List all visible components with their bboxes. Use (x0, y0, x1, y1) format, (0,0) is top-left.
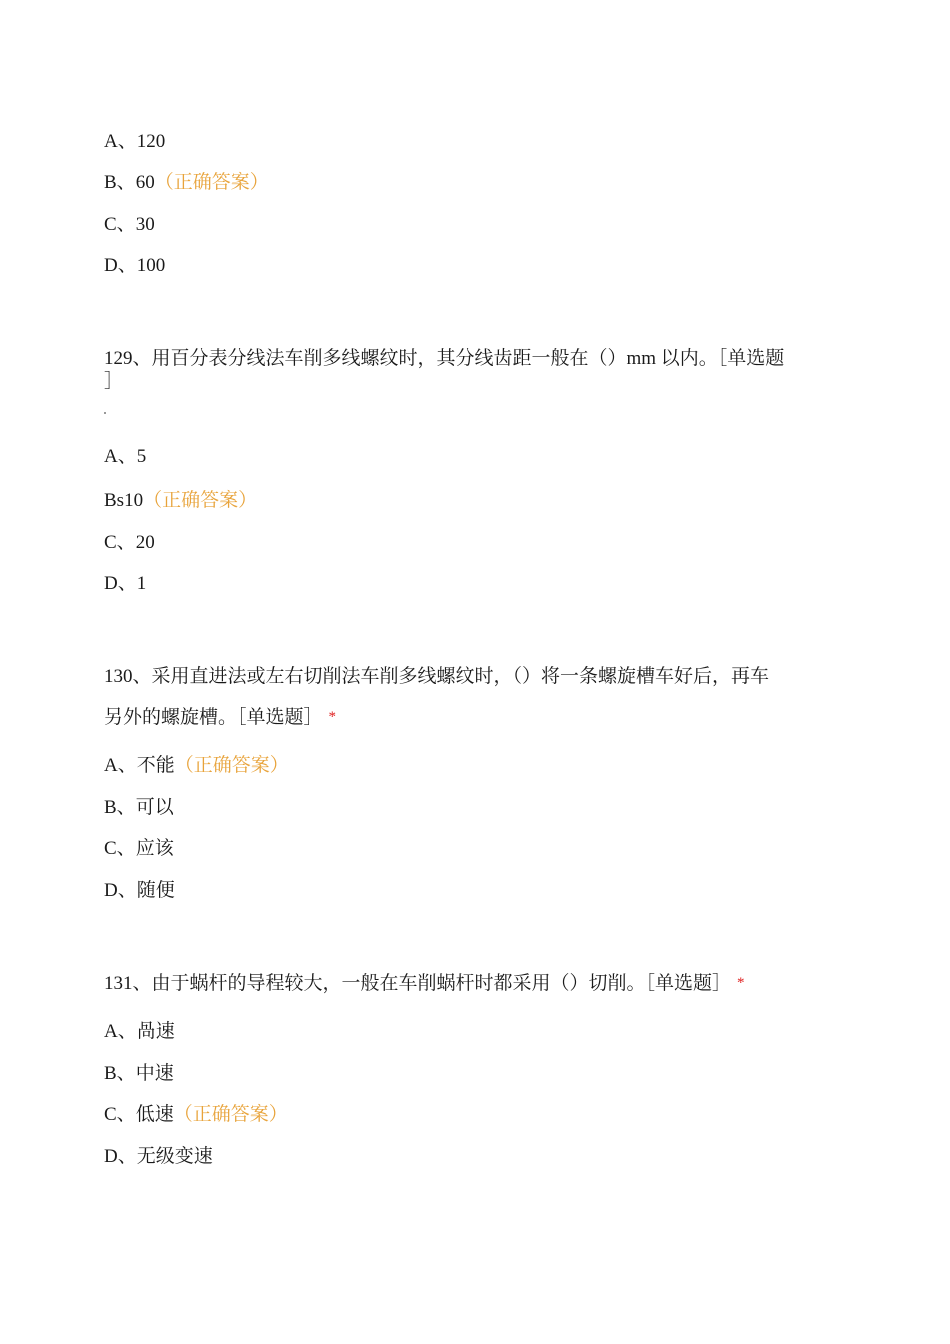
required-asterisk: * (737, 975, 745, 991)
option-c: C、30 (104, 214, 155, 235)
correct-answer-marker: （正确答案） (143, 490, 258, 511)
option-a: A、5 (104, 446, 147, 467)
option-d: D、无级变速 (104, 1146, 213, 1167)
option-b: Bs10（正确答案） (104, 490, 258, 511)
option-c: C、应该 (104, 838, 174, 859)
stray-mark (104, 412, 106, 414)
option-a: A、不能（正确答案） (104, 755, 289, 776)
question-129-title: 129、用百分表分线法车削多线螺纹时，其分线齿距一般在（）mm 以内。［单选题 (104, 348, 785, 369)
option-d: D、1 (104, 573, 147, 594)
required-asterisk: * (328, 709, 337, 725)
option-c: C、低速（正确答案） (104, 1104, 288, 1125)
option-a: A、120 (104, 131, 166, 152)
question-131-title: 131、由于蜗杆的导程较大，一般在车削蜗杆时都采用（）切削。［单选题］ * (104, 973, 745, 994)
correct-answer-marker: （正确答案） (174, 755, 289, 776)
option-d: D、100 (104, 255, 166, 276)
option-c: C、20 (104, 532, 155, 553)
option-d: D、随便 (104, 880, 175, 901)
question-129-title-cont: ］ (104, 371, 124, 392)
option-b: B、可以 (104, 797, 174, 818)
option-a: A、咼速 (104, 1021, 175, 1042)
question-130-title-cont: 另外的螺旋槽。［单选题］ * (104, 707, 337, 728)
option-b: B、中速 (104, 1063, 174, 1084)
option-b: B、60（正确答案） (104, 172, 269, 193)
correct-answer-marker: （正确答案） (173, 1104, 288, 1125)
correct-answer-marker: （正确答案） (154, 172, 269, 193)
question-130-title: 130、采用直进法或左右切削法车削多线螺纹时，（）将一条螺旋槽车好后，再车 (104, 666, 770, 687)
